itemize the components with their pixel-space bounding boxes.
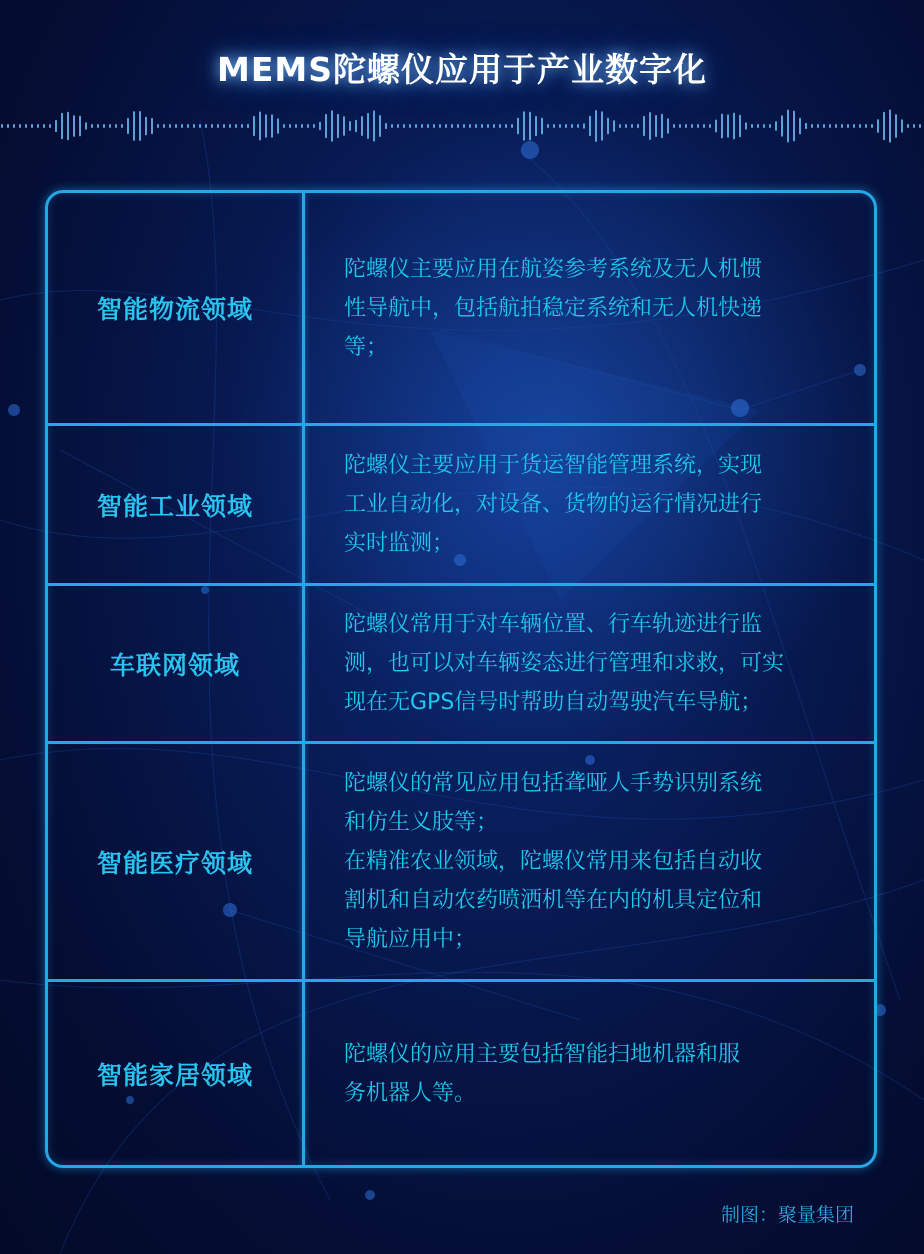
- row-category: 智能工业领域: [96, 491, 253, 521]
- table-row: [48, 423, 874, 583]
- description-line: 导航应用中；: [344, 927, 477, 952]
- description-line: 陀螺仪的应用主要包括智能扫地机器和服: [344, 1041, 741, 1067]
- description-line: 陀螺仪的常见应用包括聋哑人手势识别系统: [344, 771, 763, 796]
- description-line: 工业自动化，对设备、货物的运行情况进行: [344, 492, 763, 517]
- credit-text: 制图：聚量集团: [720, 1204, 854, 1226]
- table-row: [48, 741, 874, 979]
- description-line: 务机器人等。: [344, 1080, 477, 1106]
- row-description: [344, 982, 854, 1165]
- description-line: 在精准农业领域，陀螺仪常用来包括自动收: [344, 849, 763, 874]
- sound-wave-divider: [0, 104, 924, 148]
- table-row: [48, 583, 874, 741]
- description-line: 和仿生义肢等；: [344, 810, 499, 835]
- table-row: [48, 979, 874, 1165]
- row-description: [344, 426, 854, 583]
- row-description: [344, 586, 854, 741]
- row-description: [344, 193, 854, 423]
- description-line: 测，也可以对车辆姿态进行管理和求救，可实: [344, 651, 785, 676]
- page-title: MEMS陀螺仪应用于产业数字化: [217, 50, 707, 89]
- industry-table: [45, 190, 877, 1168]
- description-line: 现在无GPS信号时帮助自动驾驶汽车导航；: [344, 690, 763, 715]
- row-category: 智能医疗领域: [96, 848, 253, 878]
- description-line: 割机和自动农药喷洒机等在内的机具定位和: [344, 888, 763, 913]
- description-line: 陀螺仪常用于对车辆位置、行车轨迹进行监: [344, 612, 763, 637]
- row-description: [344, 744, 854, 979]
- row-category: 车联网领域: [109, 650, 240, 680]
- table-row: [48, 193, 874, 423]
- description-line: 性导航中，包括航拍稳定系统和无人机快递: [344, 295, 763, 321]
- row-category: 智能物流领域: [96, 295, 253, 324]
- description-line: 陀螺仪主要应用在航姿参考系统及无人机惯: [344, 256, 763, 282]
- description-line: 陀螺仪主要应用于货运智能管理系统，实现: [344, 453, 763, 478]
- description-line: 等；: [344, 334, 389, 360]
- description-line: 实时监测；: [344, 531, 455, 556]
- row-category: 智能家居领域: [96, 1060, 253, 1090]
